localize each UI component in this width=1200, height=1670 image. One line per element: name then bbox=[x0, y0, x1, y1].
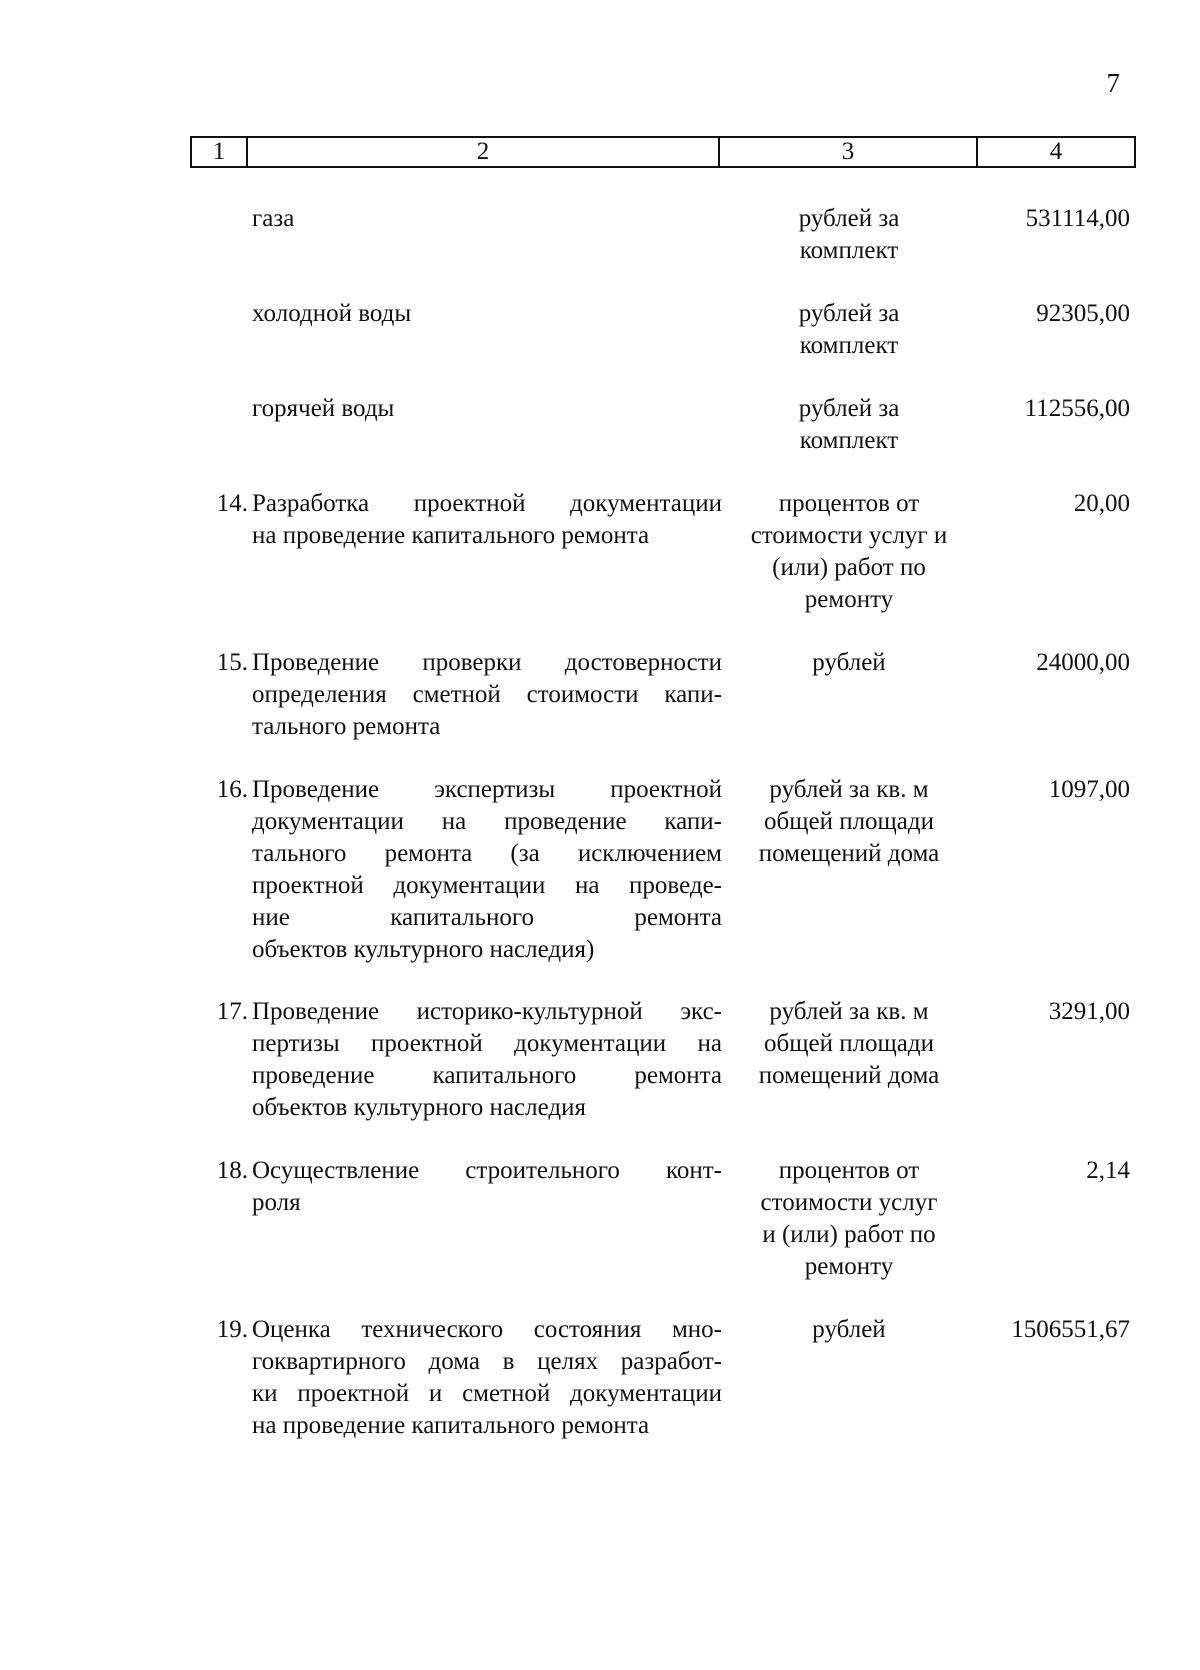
row-unit: рублей за комплект bbox=[798, 205, 900, 264]
row-description: горячей воды bbox=[252, 395, 395, 422]
row-unit: рублей за комплект bbox=[798, 300, 900, 359]
column-header-row bbox=[191, 137, 1135, 167]
page-number: 7 bbox=[1106, 68, 1120, 98]
row-description: Проведение экспертизы проектной документации на проведение капи- тального ремонта (за исключением проектной документации на проведе- ние капитального ремонта объектов культурного наследия) bbox=[252, 776, 722, 963]
row-number: 19. bbox=[216, 1316, 248, 1343]
row-number: 17. bbox=[216, 998, 248, 1025]
row-unit: рублей за кв. м общей площади помещений дома bbox=[758, 776, 940, 867]
row-description: Проведение историко-культурной экс- пертизы проектной документации на проведение капитального ремонта объектов культурного наследия bbox=[252, 998, 722, 1121]
row-description: Проведение проверки достоверности определения сметной стоимости капи- тального ремонта bbox=[252, 649, 722, 740]
row-value: 1097,00 bbox=[1048, 776, 1130, 803]
row-number: 18. bbox=[216, 1157, 248, 1184]
row-value: 3291,00 bbox=[1048, 998, 1130, 1025]
row-value: 20,00 bbox=[1073, 490, 1130, 517]
row-unit: процентов от стоимости услуг и (или) работ по ремонту bbox=[760, 1157, 938, 1280]
column-header-3: 3 bbox=[719, 137, 977, 167]
row-description: Осуществление строительного конт- роля bbox=[252, 1157, 722, 1216]
row-unit: рублей bbox=[812, 1316, 886, 1343]
row-unit: процентов от стоимости услуг и (или) работ по ремонту bbox=[750, 490, 948, 613]
row-number: 14. bbox=[216, 490, 248, 517]
row-value: 2,14 bbox=[1086, 1157, 1130, 1184]
column-header-4: 4 bbox=[977, 137, 1135, 167]
column-header-table bbox=[190, 136, 1136, 168]
row-unit: рублей за кв. м общей площади помещений дома bbox=[758, 998, 940, 1089]
row-number: 15. bbox=[216, 649, 248, 676]
row-description: холодной воды bbox=[252, 300, 412, 327]
row-unit: рублей за комплект bbox=[798, 395, 900, 454]
row-unit: рублей bbox=[812, 649, 886, 676]
row-value: 531114,00 bbox=[1025, 205, 1130, 232]
column-header-2: 2 bbox=[247, 137, 719, 167]
row-value: 24000,00 bbox=[1036, 649, 1130, 676]
row-description: газа bbox=[252, 205, 295, 232]
row-number: 16. bbox=[216, 776, 248, 803]
row-description: Разработка проектной документации на проведение капитального ремонта bbox=[252, 490, 722, 549]
row-description: Оценка технического состояния мно- гоквартирного дома в целях разработ- ки проектной и сметной документации на проведение капитального ремонта bbox=[252, 1316, 722, 1439]
row-value: 92305,00 bbox=[1036, 300, 1130, 327]
row-value: 1506551,67 bbox=[1011, 1316, 1130, 1343]
row-value: 112556,00 bbox=[1024, 395, 1130, 422]
column-header-1: 1 bbox=[191, 137, 247, 167]
